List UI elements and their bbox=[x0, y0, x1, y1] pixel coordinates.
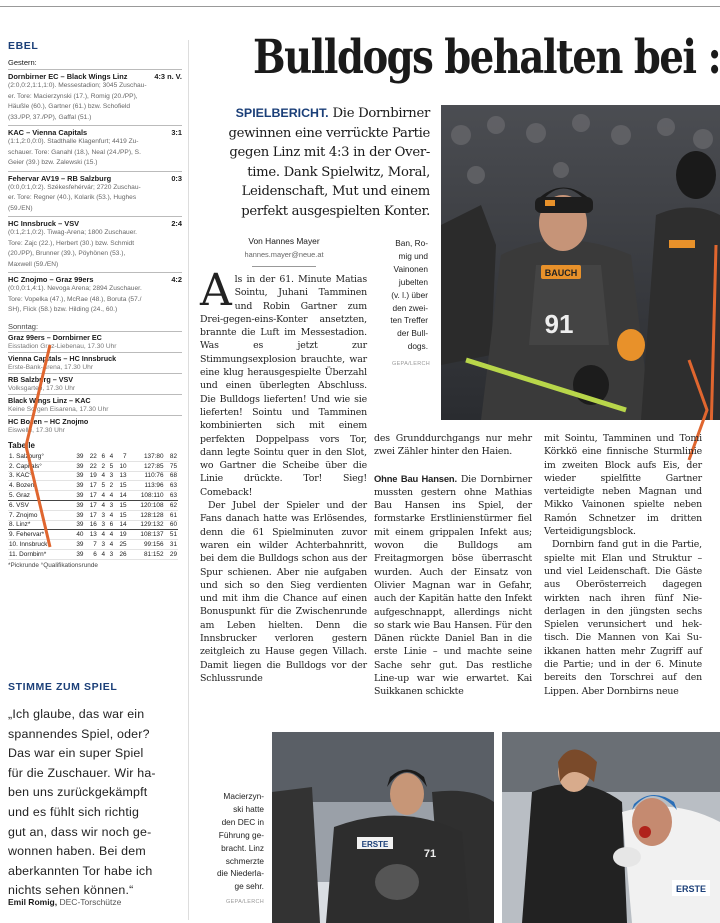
lead-line: Die Dornbirner bbox=[332, 106, 430, 121]
fixture-venue: Erste-Bank-Arena, 17.30 Uhr bbox=[8, 363, 94, 371]
table-cell: 4 bbox=[101, 472, 106, 480]
quote-line: „Ich glaube, das war ein bbox=[8, 707, 145, 721]
jersey-number-2: 71 bbox=[423, 848, 437, 860]
game-score: 0:3 bbox=[171, 173, 182, 183]
table-cell: 63 bbox=[169, 482, 177, 490]
table-cell: 4 bbox=[101, 492, 106, 500]
celebration-photo bbox=[441, 105, 720, 420]
table-cell: 113:96 bbox=[144, 482, 164, 490]
photo-credit-top: GEPA/LERCH bbox=[392, 361, 431, 367]
table-footnote: *Pickrunde °Qualifikationsrunde bbox=[8, 561, 98, 569]
fixture-venue: Eisstadion Graz-Liebenau, 17.30 Uhr bbox=[8, 342, 117, 350]
table-cell: 75 bbox=[169, 462, 177, 470]
table-cell: 11. Dornbirn* bbox=[9, 550, 47, 558]
table-cell: 14 bbox=[119, 521, 127, 529]
table-cell: 29 bbox=[169, 550, 177, 558]
table-cell: 128:128 bbox=[140, 511, 164, 519]
col2-paragraph-2: Die Dornbirner mussten gestern ohne Mathias Bau Hansen ins Spiel, der formstarke Erstlinienstürmer fiel mit einem grippalen Infekt aus; wovon die Bulldogs am Freitagmorgen böse überrascht wurden. Auch der Einsatz von Olivier Magnan war in Gefahr, auch der Kapitän hatte den Infekt aufgeschnappt, allerdings nicht so stark wie Bau Hansen. Für den Dänen rückte Daniel Ban in die erste Linie – und machte seine Sache sehr gut. Das restliche Line-up war wie erwartet. Kai Suikkanen schickte bbox=[374, 473, 532, 698]
table-cell: 2 bbox=[101, 462, 106, 470]
table-cell: 2. Capitals° bbox=[9, 462, 42, 470]
game-result bbox=[8, 216, 182, 270]
table-cell: 5 bbox=[101, 482, 106, 490]
quote-line: aberkannten Tor habe ich bbox=[8, 863, 153, 878]
table-cell: 3 bbox=[101, 541, 106, 549]
caption-line: Vainonen bbox=[393, 263, 428, 274]
table-cell: 51 bbox=[169, 531, 177, 539]
game-detail-line: Tore: Vopelka (47.), McRae (48.), Boruta (57./ bbox=[8, 295, 142, 303]
lead-line: Leidenschaft, Mut und einem bbox=[241, 184, 430, 199]
table-cell: 108:137 bbox=[140, 531, 164, 539]
sunday-label: Sonntag: bbox=[8, 321, 39, 331]
table-cell: 4 bbox=[109, 541, 114, 549]
table-cell: 4 bbox=[109, 511, 114, 519]
table-cell: 108:110 bbox=[140, 492, 164, 500]
table-cell: 17 bbox=[89, 492, 97, 500]
game-teams: KAC – Vienna Capitals bbox=[8, 128, 88, 137]
table-cell: 4 bbox=[109, 492, 114, 500]
table-cell: 4 bbox=[101, 501, 106, 509]
caption-line: Macierzyn- bbox=[223, 791, 264, 801]
results-list bbox=[8, 69, 182, 316]
caption-line: den DEC in bbox=[221, 816, 264, 827]
table-cell: 110:76 bbox=[144, 472, 164, 480]
kicker: SPIELBERICHT. bbox=[235, 106, 329, 120]
quote-line: Das war ein super Spiel bbox=[8, 746, 144, 761]
table-cell: 26 bbox=[119, 550, 127, 558]
byline-rule bbox=[252, 266, 316, 267]
fixture-venue: Volksgarten, 17.30 Uhr bbox=[8, 384, 76, 392]
table-cell: 39 bbox=[76, 452, 84, 460]
game-detail-line: Geier (39.) bzw. Zalewski (15.) bbox=[8, 159, 98, 166]
game-teams: Dornbirner EC – Black Wings Linz bbox=[8, 72, 128, 81]
game-detail-line: (59./EN) bbox=[8, 204, 33, 212]
caption-line: die Niederla- bbox=[216, 868, 264, 879]
col1-paragraph-2: Der Jubel der Spieler und der Fans danach hatte was Erlösendes, denn die 61 Spielminuten zuvor waren ein wilder Achterbahnritt, bei dem die Bulldogs schon aus der Spur schienen. Aber nie aufgaben und sich so den Sieg verdienten und mit ihm die Chance auf einen Bonuspunkt für die Zwischenrunde am Leben hielten. Denn die Innsbrucker verloren gestern zeitgleich zu Hause gegen Villach. Damit liegen die Bulldogs vor der Schlussrunde bbox=[200, 500, 367, 684]
table-cell: 127:85 bbox=[143, 462, 164, 470]
quote-line: für die Zuschauer. Wir ha- bbox=[8, 765, 156, 780]
table-cell: 137:80 bbox=[143, 452, 164, 460]
table-cell: 4 bbox=[101, 531, 106, 539]
article-column-1 bbox=[200, 265, 367, 685]
caption-line: schmerzte bbox=[225, 855, 264, 866]
caption-line: mig und bbox=[398, 250, 428, 261]
game-detail-line: (33./PP, 37./PP), Gaffal (51.) bbox=[8, 113, 92, 121]
caption-line: dogs. bbox=[407, 341, 428, 352]
table-cell: 19 bbox=[119, 531, 127, 539]
table-cell: 4 bbox=[109, 452, 114, 460]
table-cell: 39 bbox=[76, 472, 84, 480]
game-score: 2:4 bbox=[171, 219, 182, 228]
lead-paragraph bbox=[208, 104, 430, 221]
game-score: 4:3 n. V. bbox=[154, 72, 182, 81]
league-title: EBEL bbox=[8, 40, 39, 52]
table-cell: 31 bbox=[169, 541, 177, 549]
col1-paragraph-1: ls in der 61. Minute Matias Sointu, Juhani Tamminen und Robin Gartner zum Drei-gegen-eins-Konter ansetzten, brannte die Luft im Messestadion. Was es jetzt zur Stimmungsexplosion brauchte, war eine klug herausgespielte Überzahl und einen überlegten Abschluss. Die Bulldogs lieferten! Und wie sie lieferten! Sointu und Tamminen kombinierten sich mit einem perfekten Doppelpass vors Tor, dann legte Sointu quer in den Slot, wo Gartner die Scheibe über die Linie drückte. Tor! Sieg! Comeback! bbox=[200, 274, 367, 498]
table-cell: 62 bbox=[169, 501, 177, 509]
subheading: Ohne Bau Hansen. bbox=[374, 472, 457, 484]
game-result bbox=[8, 125, 182, 169]
table-cell: 60 bbox=[169, 521, 177, 529]
lead-line: time. Dank Spielwitz, Moral, bbox=[247, 164, 430, 180]
fixture-teams: Vienna Capitals – HC Innsbruck bbox=[8, 353, 117, 363]
game-teams: Fehervar AV19 – RB Salzburg bbox=[8, 173, 112, 183]
table-cell: 13 bbox=[119, 472, 127, 480]
caption-line: jubelten bbox=[398, 276, 428, 287]
lead-text bbox=[228, 106, 430, 219]
table-cell: 39 bbox=[76, 462, 84, 470]
table-title: Tabelle bbox=[8, 440, 35, 450]
table-cell: 10. Innsbruck* bbox=[9, 541, 50, 549]
game-result bbox=[8, 69, 182, 123]
table-cell: 3 bbox=[101, 521, 106, 529]
table-cell: 129:132 bbox=[140, 521, 164, 529]
table-cell: 39 bbox=[76, 501, 84, 509]
bottom-photo-1 bbox=[272, 732, 494, 923]
col2-paragraph-1: des Grunddurchgangs nur mehr zwei Zähler hinter den Haien. bbox=[374, 433, 532, 458]
ad-bauch: BAUCH bbox=[544, 268, 578, 278]
player-photo bbox=[272, 732, 494, 923]
table-cell: 5. Graz bbox=[9, 492, 30, 500]
table-cell: 1. Salzburg° bbox=[9, 452, 44, 460]
table-cell: 4 bbox=[109, 531, 114, 539]
table-cell: 15 bbox=[119, 511, 127, 519]
day-label: Gestern: bbox=[8, 58, 37, 67]
table-cell: 39 bbox=[76, 511, 84, 519]
game-detail-line: er. Tore: Macierzynski (17.), Romig (20./PP), bbox=[8, 92, 138, 100]
game-score: 4:2 bbox=[171, 275, 182, 284]
table-cell: 6. VSV bbox=[9, 501, 29, 509]
col3-paragraph-1: mit Sointu, Tamminen und Tomi Körkkö eine finnische Sturmlinie im zweiten Block aufs Eis, der wieder spielfitte Gartner verteidigte neben Magnan und Mikko Vainonen spielte neben Ramón Schnetzer im dritten Verteidigungsblock. bbox=[544, 433, 702, 538]
game-header bbox=[8, 275, 182, 284]
quote-line: und es fühlt sich richtig bbox=[8, 804, 140, 819]
caption-line: ten Treffer bbox=[390, 315, 428, 326]
injury-photo bbox=[502, 732, 720, 923]
headline: Bulldogs behalten bei : bbox=[253, 30, 720, 85]
game-detail-line: Häußle (60.), Gartner (61.) bzw. Schofield bbox=[8, 103, 131, 110]
game-score: 3:1 bbox=[171, 128, 182, 137]
quote-line: nichts sehen können.“ bbox=[8, 883, 134, 898]
table-cell: 39 bbox=[76, 550, 84, 558]
bottom-photo-2 bbox=[502, 732, 720, 923]
caption-line: ge sehr. bbox=[234, 881, 264, 892]
byline: Von Hannes Mayer bbox=[248, 236, 320, 246]
col3-paragraph-2: Dornbirn fand gut in die Partie, spielte mit Elan und Struktur – und viel Leidenschaft. Die Gäste aus Oberösterreich dagegen wirkten nach ihren fünf Niederlagen in den jüngsten sechs Spielen verunsichert und hektisch. Die Mannen von Kai Suikkanen hatten mehr Zugriff auf die Partie; und in der 6. Minute bereits den Torschrei auf den Lippen. Aber Dornbirns neue bbox=[544, 539, 702, 697]
table-cell: 40 bbox=[76, 531, 84, 539]
table-cell: 3. KAC° bbox=[9, 472, 32, 480]
table-cell: 15 bbox=[119, 482, 127, 490]
table-cell: 39 bbox=[76, 541, 84, 549]
ad-erste-2: ERSTE bbox=[675, 884, 707, 894]
table-cell: 120:108 bbox=[140, 501, 164, 509]
table-cell: 13 bbox=[89, 531, 97, 539]
table-cell: 39 bbox=[76, 492, 84, 500]
table-cell: 99:156 bbox=[143, 541, 164, 549]
game-detail-line: SH), Flick (58.) bzw. Hilding (24., 60.) bbox=[8, 306, 118, 313]
table-cell: 17 bbox=[89, 501, 97, 509]
game-result bbox=[8, 171, 182, 215]
caption-line: bracht. Linz bbox=[221, 842, 264, 853]
caption-line: den zwei- bbox=[392, 302, 428, 313]
fixture-teams: Graz 99ers – Dornbirner EC bbox=[8, 332, 102, 342]
photo-credit-bottom: GEPA/LERCH bbox=[226, 899, 265, 905]
quote-line: ben uns zurückgekämpft bbox=[8, 785, 148, 800]
table-cell: 17 bbox=[89, 482, 97, 490]
table-cell: 6 bbox=[93, 550, 97, 558]
lead-line: perfekt ausgespielten Konter. bbox=[241, 203, 430, 219]
table-cell: 7. Znojmo bbox=[9, 511, 38, 519]
game-detail-line: (0:1,2:1,0:2). Tiwag-Arena; 1800 Zuschauer. bbox=[8, 229, 138, 236]
game-detail-line: (2:0,0:2,1:1,1:0). Messestadion; 3045 Zuschau- bbox=[8, 82, 147, 89]
caption-line: Führung ge- bbox=[218, 829, 264, 840]
main-photo bbox=[441, 105, 720, 420]
column-divider bbox=[188, 40, 189, 920]
quote-author bbox=[8, 897, 121, 907]
quote-section-title: STIMME ZUM SPIEL bbox=[8, 681, 118, 693]
table-cell: 4. Bozen bbox=[9, 482, 35, 490]
author-name: Emil Romig, bbox=[8, 897, 58, 907]
table-cell: 63 bbox=[169, 492, 177, 500]
author-role: DEC-Torschütze bbox=[59, 897, 122, 907]
jersey-number: 91 bbox=[544, 309, 574, 339]
dropcap: A bbox=[200, 265, 232, 316]
table-cell: 2 bbox=[109, 482, 114, 490]
byline-email: hannes.mayer@neue.at bbox=[244, 250, 324, 259]
caption-line: der Bull- bbox=[397, 328, 428, 339]
table-cell: 14 bbox=[119, 492, 127, 500]
caption-line: (v. l.) über bbox=[391, 289, 428, 300]
game-header bbox=[8, 128, 182, 137]
game-teams: HC Znojmo – Graz 99ers bbox=[8, 275, 94, 284]
table-cell: 3 bbox=[109, 550, 114, 558]
game-header bbox=[8, 174, 182, 183]
article-column-3 bbox=[544, 432, 702, 698]
game-header bbox=[8, 72, 182, 81]
lead-line: gewinnen eine verrückte Partie bbox=[228, 125, 430, 141]
game-detail-line: (0:0,0:1,0:2). Székesfehérvár; 2720 Zuschau- bbox=[8, 183, 141, 191]
game-teams: HC Innsbruck – VSV bbox=[8, 219, 80, 228]
table-cell: 82 bbox=[169, 452, 177, 460]
table-cell: 7 bbox=[93, 541, 97, 549]
game-detail-line: schauer. Tore: Ganahl (18.), Neal (24./PP), S. bbox=[8, 148, 141, 156]
game-detail-line: Tore: Zajc (22.), Herbert (30.) bzw. Schmidt bbox=[8, 239, 135, 247]
lead-line: gegen Linz mit 4:3 in der Over- bbox=[229, 145, 430, 160]
table-cell: 8. Linz* bbox=[9, 521, 31, 529]
table-cell: 61 bbox=[169, 511, 177, 519]
table-cell: 22 bbox=[89, 452, 97, 460]
table-cell: 39 bbox=[76, 521, 84, 529]
quote-line: wonnen haben. Bei dem bbox=[8, 844, 146, 859]
table-cell: 17 bbox=[89, 511, 97, 519]
table-cell: 10 bbox=[119, 462, 127, 470]
caption-line: ski hatte bbox=[233, 803, 264, 814]
quote-text bbox=[8, 705, 186, 901]
table-cell: 39 bbox=[76, 482, 84, 490]
table-cell: 5 bbox=[109, 462, 114, 470]
top-rule bbox=[0, 6, 720, 7]
game-detail-line: (1:1,2:0,0:0). Stadthalle Klagenfurt; 4419 Zu- bbox=[8, 138, 139, 145]
table-cell: 6 bbox=[101, 452, 106, 460]
table-cell: 19 bbox=[89, 472, 97, 480]
game-result bbox=[8, 272, 182, 316]
game-header bbox=[8, 219, 182, 228]
quote-line: gut an, dass wir noch ge- bbox=[8, 824, 152, 839]
table-cell: 3 bbox=[109, 472, 114, 480]
fixture-teams: Black Wings Linz – KAC bbox=[8, 395, 91, 405]
photo-caption-top bbox=[370, 237, 428, 353]
fixture-venue: Eiswelle, 17.30 Uhr bbox=[8, 426, 65, 434]
table-cell: 15 bbox=[119, 501, 127, 509]
game-detail-line: (20./PP), Brunner (39.), Pöyhönen (53.), bbox=[8, 250, 126, 257]
game-detail-line: Maxwell (59./EN) bbox=[8, 260, 59, 268]
table-cell: 3 bbox=[101, 511, 106, 519]
chevron-left-icon bbox=[20, 341, 54, 551]
quote-line: spannendes Spiel, oder? bbox=[8, 726, 150, 741]
table-cell: 7 bbox=[123, 452, 127, 460]
table-cell: 68 bbox=[169, 472, 177, 480]
fixture-teams: RB Salzburg – VSV bbox=[8, 374, 74, 384]
game-detail-line: (0:0,0:1,4:1). Nevoga Arena; 2894 Zuschauer. bbox=[8, 285, 142, 292]
ad-erste-1: ERSTE bbox=[361, 840, 389, 849]
article-column-2 bbox=[374, 432, 532, 699]
table-cell: 4 bbox=[101, 550, 106, 558]
photo-caption-bottom bbox=[200, 790, 264, 893]
table-cell: 25 bbox=[119, 541, 127, 549]
table-cell: 3 bbox=[109, 501, 114, 509]
game-detail-line: er. Tore: Regner (40.), Kolarik (53.), Hughes bbox=[8, 194, 137, 201]
fixture-venue: Keine Sorgen Eisarena, 17.30 Uhr bbox=[8, 405, 109, 413]
table-cell: 6 bbox=[109, 521, 114, 529]
table-cell: 22 bbox=[89, 462, 97, 470]
caption-line: Ban, Ro- bbox=[395, 238, 428, 248]
table-cell: 81:152 bbox=[143, 550, 164, 558]
table-cell: 16 bbox=[89, 521, 97, 529]
table-cell: 9. Fehervar* bbox=[9, 531, 45, 539]
fixture-teams: HC Bozen – HC Znojmo bbox=[8, 416, 89, 426]
